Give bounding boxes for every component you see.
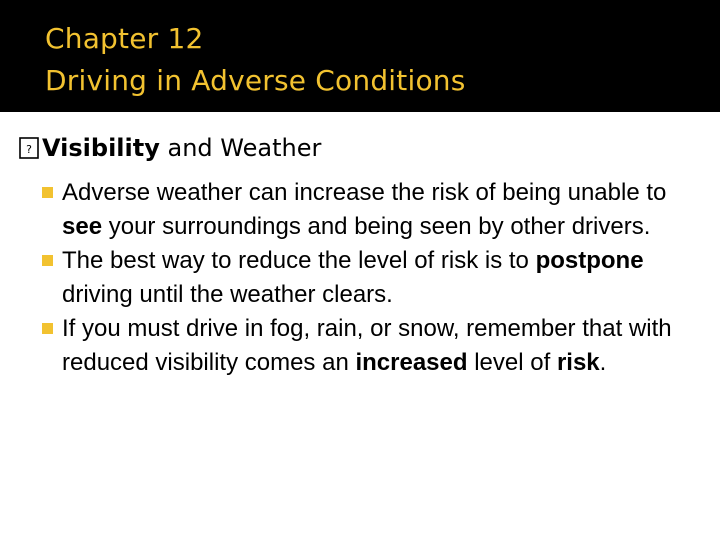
square-bullet-icon xyxy=(42,187,53,198)
bullet-text: The best way to reduce the level of risk is to xyxy=(62,247,536,274)
title-bar xyxy=(0,0,720,112)
bullet-bold-text: postpone xyxy=(535,247,644,274)
bullet-text: level of xyxy=(467,349,557,376)
slide-title xyxy=(45,18,466,102)
bullet-item xyxy=(62,244,712,312)
svg-text:?: ? xyxy=(26,143,32,156)
square-bullet-icon xyxy=(42,323,53,334)
title-line-1: Chapter 12 xyxy=(45,22,204,55)
bullet-text: driving until the weather clears. xyxy=(62,281,393,308)
bullet-text: . xyxy=(599,349,607,376)
heading-rest-text: and Weather xyxy=(159,134,322,162)
square-bullet-icon xyxy=(42,255,53,266)
bullet-item xyxy=(62,176,712,244)
bullet-bold-text: see xyxy=(62,213,103,240)
title-line-2: Driving in Adverse Conditions xyxy=(45,64,466,97)
bullet-bold-text: increased xyxy=(355,349,468,376)
bullet-text: If you must drive in fog, rain, or snow, remember that with reduced visibility comes an xyxy=(62,315,672,376)
heading-bold-text: Visibility xyxy=(42,134,160,162)
missing-glyph-icon xyxy=(18,136,40,160)
bullet-item xyxy=(62,312,712,380)
bullet-list xyxy=(62,176,712,380)
section-heading xyxy=(18,130,321,166)
bullet-text: Adverse weather can increase the risk of being unable to xyxy=(62,179,667,206)
bullet-bold-text: risk xyxy=(556,349,600,376)
bullet-text: your surroundings and being seen by other drivers. xyxy=(102,213,651,240)
